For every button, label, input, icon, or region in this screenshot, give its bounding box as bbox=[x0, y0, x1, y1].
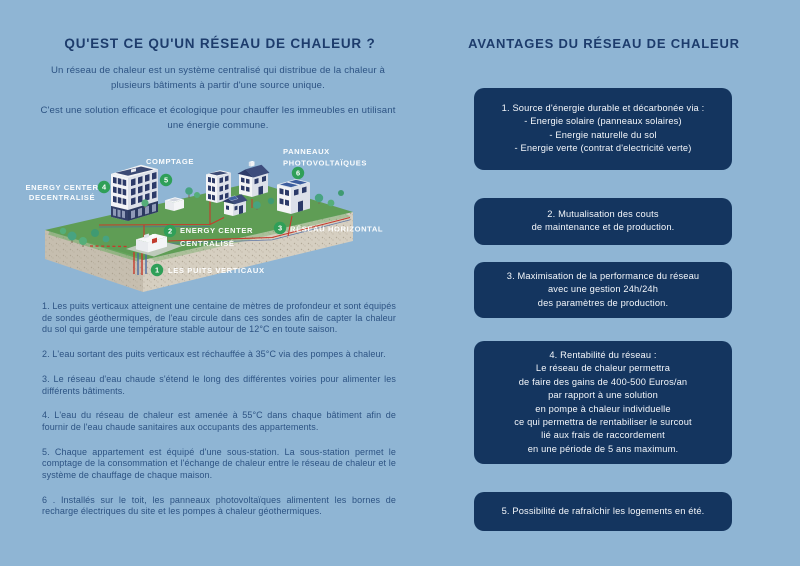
svg-text:2: 2 bbox=[167, 226, 173, 236]
label-panneaux-photovoltaiques: PANNEAUX bbox=[283, 147, 330, 156]
badge-3 bbox=[274, 222, 286, 234]
svg-text:3: 3 bbox=[277, 223, 283, 233]
building-house bbox=[238, 161, 270, 197]
explanation-list bbox=[42, 301, 396, 531]
intro-paragraph-2: C'est une solution efficace et écologique pour chauffer les immeubles en utilisant une énergie commune. bbox=[40, 105, 396, 131]
label-energy-center-decentralise: ENERGY CENTER bbox=[25, 183, 99, 192]
list-item-3: 3. Le réseau d'eau chaude s'étend le long des différentes voiries pour alimenter les différents bâtiments. bbox=[42, 373, 396, 396]
advantage-box-2: 2. Mutualisation des couts de maintenance et de production. bbox=[474, 198, 732, 245]
list-item-6: 6 . Installés sur le toit, les panneaux photovoltaïques alimentent les bornes de recharge électriques du site et les pompes à chaleur géothermiques. bbox=[42, 494, 396, 517]
list-item-2: 2. L'eau sortant des puits verticaux est réchauffée à 35°C via des pompes à chaleur. bbox=[42, 349, 386, 360]
badge-6 bbox=[292, 167, 304, 179]
badge-1 bbox=[151, 264, 163, 276]
label-reseau-horizontal: RÉSEAU HORIZONTAL bbox=[290, 224, 384, 234]
label-puits-verticaux: LES PUITS VERTICAUX bbox=[168, 266, 265, 275]
list-item-4: 4. L'eau du réseau de chaleur est amenée à 55°C dans chaque bâtiment afin de fournir de l'eau chaude sanitaires aux occupants des appartements. bbox=[42, 410, 396, 432]
advantage-box-4: 4. Rentabilité du réseau : Le réseau de chaleur permettra de faire des gains de 400-500 Euros/an par rapport à une solution en pompe à chaleur individuelle ce qui permettra de rentabiliser le surcout lié aux frais de raccordement en une période de 5 ans maximum. bbox=[474, 341, 732, 464]
list-item-1: 1. Les puits verticaux atteignent une centaine de mètres de profondeur et sont équipés de sondes géothermiques, de l'eau circule dans ces sondes afin de capter la chaleur du sol qui garde une température stable autour de 12°C en toute saison. bbox=[42, 301, 396, 335]
list-item-5: 5. Chaque appartement est équipé d'une sous-station. La sous-station permet le comptage de la consommation et l'échange de chaleur entre le réseau de chaleur et le système de chauffage de chaque maison. bbox=[42, 446, 396, 481]
svg-text:DECENTRALISÉ: DECENTRALISÉ bbox=[28, 193, 96, 202]
label-energy-center-centralise: ENERGY CENTER bbox=[180, 226, 254, 235]
advantage-box-3: 3. Maximisation de la performance du réseau avec une gestion 24h/24h des paramètres de production. bbox=[474, 262, 732, 318]
advantage-box-1: 1. Source d'énergie durable et décarbonée via : - Energie solaire (panneaux solaires) - Energie naturelle du sol - Energie verte (contrat d'electricité verte) bbox=[474, 88, 732, 170]
svg-text:6: 6 bbox=[295, 168, 301, 178]
advantage-box-5: 5. Possibilité de rafraîchir les logements en été. bbox=[474, 492, 732, 531]
badge-5 bbox=[160, 174, 172, 186]
heat-network-diagram bbox=[20, 146, 420, 310]
svg-text:4: 4 bbox=[101, 182, 107, 192]
badge-4 bbox=[98, 181, 110, 193]
building-tower bbox=[111, 165, 158, 221]
label-comptage: COMPTAGE bbox=[145, 157, 195, 166]
badge-2 bbox=[164, 225, 176, 237]
right-page-title: AVANTAGES DU RÉSEAU DE CHALEUR bbox=[468, 36, 740, 51]
intro-paragraph-1: Un réseau de chaleur est un système centralisé qui distribue de la chaleur à plusieurs bâtiments à partir d'une source unique. bbox=[50, 65, 386, 91]
svg-text:5: 5 bbox=[163, 175, 169, 185]
building-midrise bbox=[206, 170, 231, 203]
svg-text:PHOTOVOLTAÏQUES: PHOTOVOLTAÏQUES bbox=[283, 158, 368, 168]
svg-text:CENTRALISÉ: CENTRALISÉ bbox=[180, 239, 235, 248]
svg-text:1: 1 bbox=[154, 265, 160, 275]
left-page-title: QU'EST CE QU'UN RÉSEAU DE CHALEUR ? bbox=[64, 36, 376, 51]
building-solar bbox=[277, 179, 310, 214]
